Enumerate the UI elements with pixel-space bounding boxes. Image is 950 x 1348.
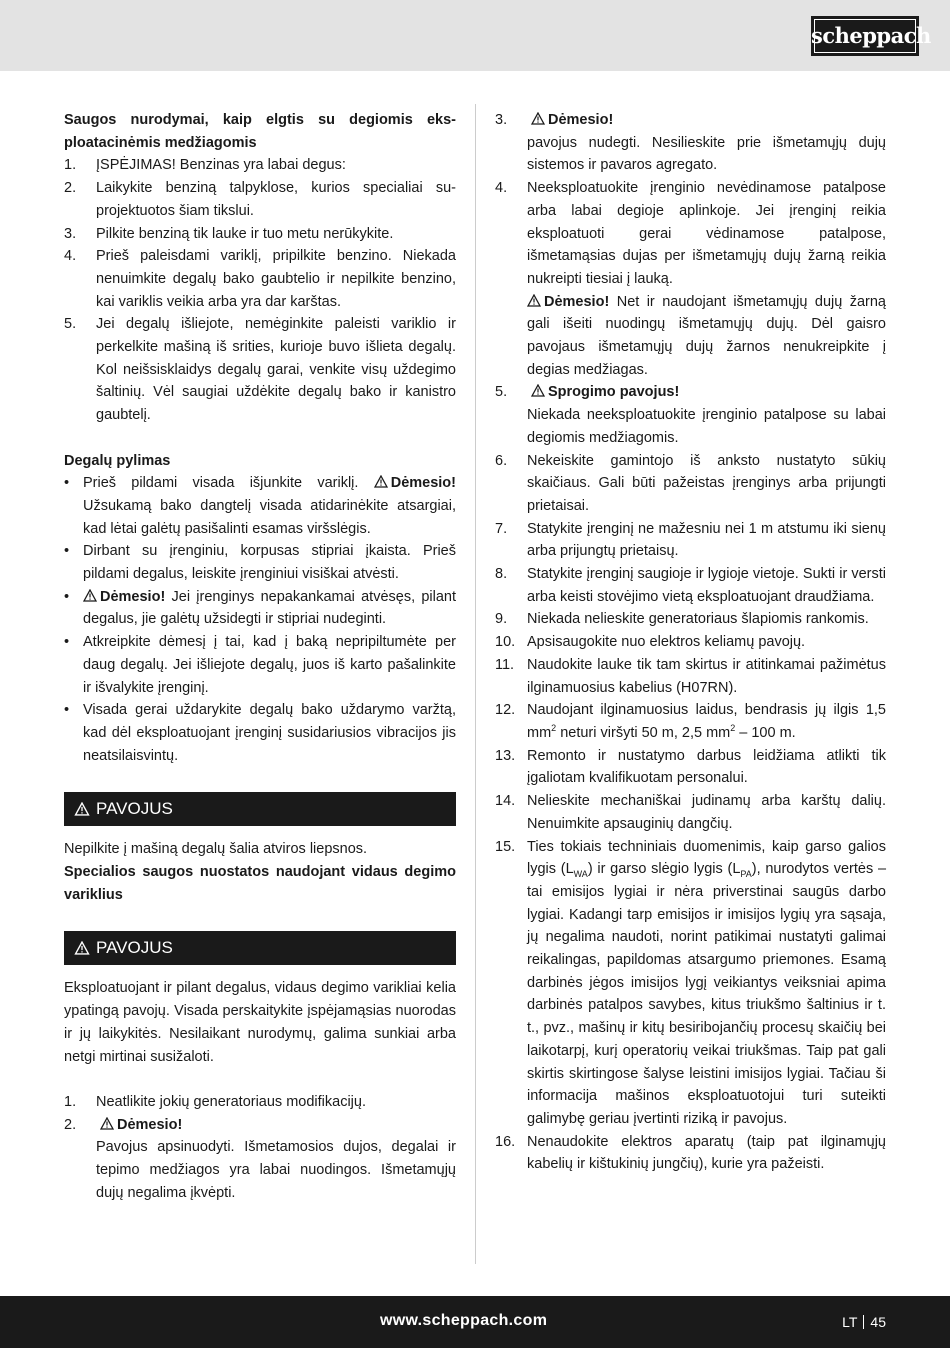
list-item: 12. Naudojant ilginamuosius laidus, bendrasis jų ilgis 1,5 $mm^2$ neturi viršyti 50 m, 2,5 $mm^2 - 100$ m. [495,702,886,741]
list-item: 5. Sprogimo pavojus! Niekada neeksploatuokite įrenginio patalpose su labai degiomis medžiagomis. [495,384,886,446]
list-item: 3. Pilkite benziną tik lauke ir tuo metu nerūkykite. [64,225,394,242]
warning-icon [531,112,545,125]
list-item: 14. Nelieskite mechaniškai judinamų arba karštų dalių. Nenuimkite apsauginių dangčių. [495,793,886,832]
fueling-bullets [64,472,456,767]
list-item: 1. Neatlikite jokių generatoriaus modifikacijų. [64,1093,366,1110]
list-item: 6. Nekeiskite gamintojo iš anksto nustatyto sūkių skaičiaus. Gali būti pažeistas įrenginys arba prijungti prietaisai. [495,452,886,514]
list-item: 4. Neeksploatuokite įrenginio nevėdinamose patalpose arba labai degioje aplinkoje. Jei įrenginį reikia eksploatuoti gerai vėdinamose patalpose, išmetamąsias dujas per išmetamųjų dujų žarną reikia nukreipti tiesiai į lauką. Dėmesio! Net ir naudojant išmetamųjų dujų žarną gali išeiti nuodingų išmetamųjų dujų. Dėl gaisro pavojaus išmetamųjų dujų žarnos nenukreipkite į degias medžiagas. [495,180,887,378]
list-item: 4. Prieš paleisdami variklį, pripilkite benzino. Niekada nenuimkite degalų bako gaubtelio ir nepilkite benzino, kai variklis veikia arba yra dar karštas. [64,248,456,310]
warning-icon [74,802,88,815]
list-item: 15. Ties tokiais techniniais duomenimis, kaip garso galios lygis $(L_{WA})$ ir garso slėgio lygis $(L_{PA})$, nurodytos vertės – tai emisijos lygiai ir nėra priverstinai saugūs darbo lygiai. Kadangi tarp emisijos ir imisijos lygių yra sąsaja, jų negalima naudoti, norint patikimai nustatyti galimai reikalingas, papildomas atsargumo priemones. Esamą darbinės jėgos imisijos lygį veikiantys veiksniai apima darbinės patalpos savybes, kitus triukšmo šaltinius ir t. t., pvz., mašinų ir kitų besiribojančių procesų skaičių bei laikotarpį, kurį operatorių veikai triukšmas. Taip pat gali skirtis skirtingose šalyse leistini imisijos lygiai. Tačiau ši informacija mašinos eksploatuotojui turi suteikti galimybę geriau įvertinti riziką ir pavojus. [495,838,887,1127]
left-column [64,109,456,1205]
list-item: • Dirbant su įrenginiu, korpusas stipriai įkaista. Prieš pildami degalus, leiskite įrenginiui visiškai atvėsti. [64,543,456,583]
paragraph: Nepilkite į mašiną degalų šalia atviros liepsnos. [64,841,368,858]
flammable-list [64,154,456,426]
list-item: 1. ĮSPĖJIMAS! Benzinas yra labai degus: [64,157,346,174]
warning-icon [74,941,88,954]
list-item: • Prieš pildami visada išjunkite variklį. Dėmesio! Užsukamą bako dangtelį visada atidarinėkite atsargiai, kad lėtai galėtų pasišalinti esamas viršslėgis. [64,475,456,537]
danger-banner: PAVOJUS [64,931,456,965]
list-item: • Dėmesio! Jei įrenginys nepakankamai atvėsęs, pilant degalus, jie galėtų užsidegti ir stipriai nudeginti. [64,588,457,628]
warning-icon [374,475,388,488]
footer-bar [0,1296,950,1348]
list-item: 2. Dėmesio! Pavojus apsinuodyti. Išmetamosios dujos, degalai ir tepimo medžiagos yra labai nuodingos. Išmetamųjų dujų negalima įkvėpti. [64,1116,456,1201]
list-item: 13. Remonto ir nustatymo darbus leidžiama atlikti tik įgaliotam kvalifikuotam personalui. [495,747,886,787]
header-bar [0,0,950,71]
warning-icon [100,1117,114,1130]
scheppach-logo: scheppach [811,16,919,56]
list-item: 8. Statykite įrenginį saugioje ir lygioje vietoje. Sukti ir versti arba keisti stovėjimo vietą eksploatuojant draudžiama. [495,566,886,605]
section-heading-fueling: Degalų pylimas [64,452,171,469]
danger-banner: PAVOJUS [64,792,456,826]
section-heading-flammable: Saugos nurodymai, kaip elgtis su degiomis eksploatacinėmis medžiagomis [64,112,456,151]
list-item: 10. Apsisaugokite nuo elektros keliamų pavojų. [495,634,806,651]
list-item: 9. Niekada nelieskite generatoriaus šlapiomis rankomis. [495,611,869,628]
paragraph: Eksploatuojant ir pilant degalus, vidaus degimo varikliai kelia ypatingą pavojų. Visada perskaitykite įspėjamąsias nuorodas ir jų laikykitės. Nesilaikant nurodymų, galima sunkiai arba netgi mirtinai susižaloti. [64,980,456,1065]
combustion-list [64,1091,456,1205]
warning-icon [531,384,545,397]
warning-icon [83,589,97,602]
warning-icon [527,294,541,307]
list-item: 2. Laikykite benziną talpyklose, kurios specialiai suprojektuotos šiam tikslui. [64,180,456,219]
section-heading-combustion: Specialios saugos nuostatos naudojant vidaus degimo variklius [64,864,456,903]
page-number: LT 45 [842,1314,886,1330]
list-item: 11. Naudokite lauke tik tam skirtus ir atitinkamai pažimėtus ilginamuosius kabelius (H07RN). [495,656,886,696]
footer-url[interactable]: www.scheppach.com [380,1312,548,1329]
list-item: 5. Jei degalų išliejote, nemėginkite paleisti variklio ir perkelkite mašiną iš srities, kurioje buvo išlieta degalų. Kol neišsisklaidys degalų garai, venkite visų uždegimo šaltinių. Vėl saugiai uždėkite degalų bako ir kanistro gaubtelį. [64,316,456,424]
list-item: 16. Nenaudokite elektros aparatų (taip pat ilginamųjų kabelių ir kištukinių jungčių), kurie yra pažeisti. [495,1133,886,1173]
list-item: • Atkreipkite dėmesį į tai, kad į baką nepripiltumėte per daug degalų. Jei išliejote degalų, juos iš karto pašalinkite ir išvalykite įrenginį. [64,634,456,696]
column-divider [475,104,476,1264]
list-item: 7. Statykite įrenginį ne mažesniu nei 1 m atstumu iki sienų arba prijungtų prietaisų. [495,520,886,560]
right-column [495,109,886,1176]
safety-list [495,109,886,1176]
list-item: • Visada gerai uždarykite degalų bako uždarymo varžtą, kad dėl eksploatuojant įrenginį susidariusios vibracijos jis neatsilaisvintų. [64,702,456,764]
list-item: 3. Dėmesio! pavojus nudegti. Nesilieskite prie išmetamųjų dujų sistemos ir pavaros agregato. [495,112,886,174]
